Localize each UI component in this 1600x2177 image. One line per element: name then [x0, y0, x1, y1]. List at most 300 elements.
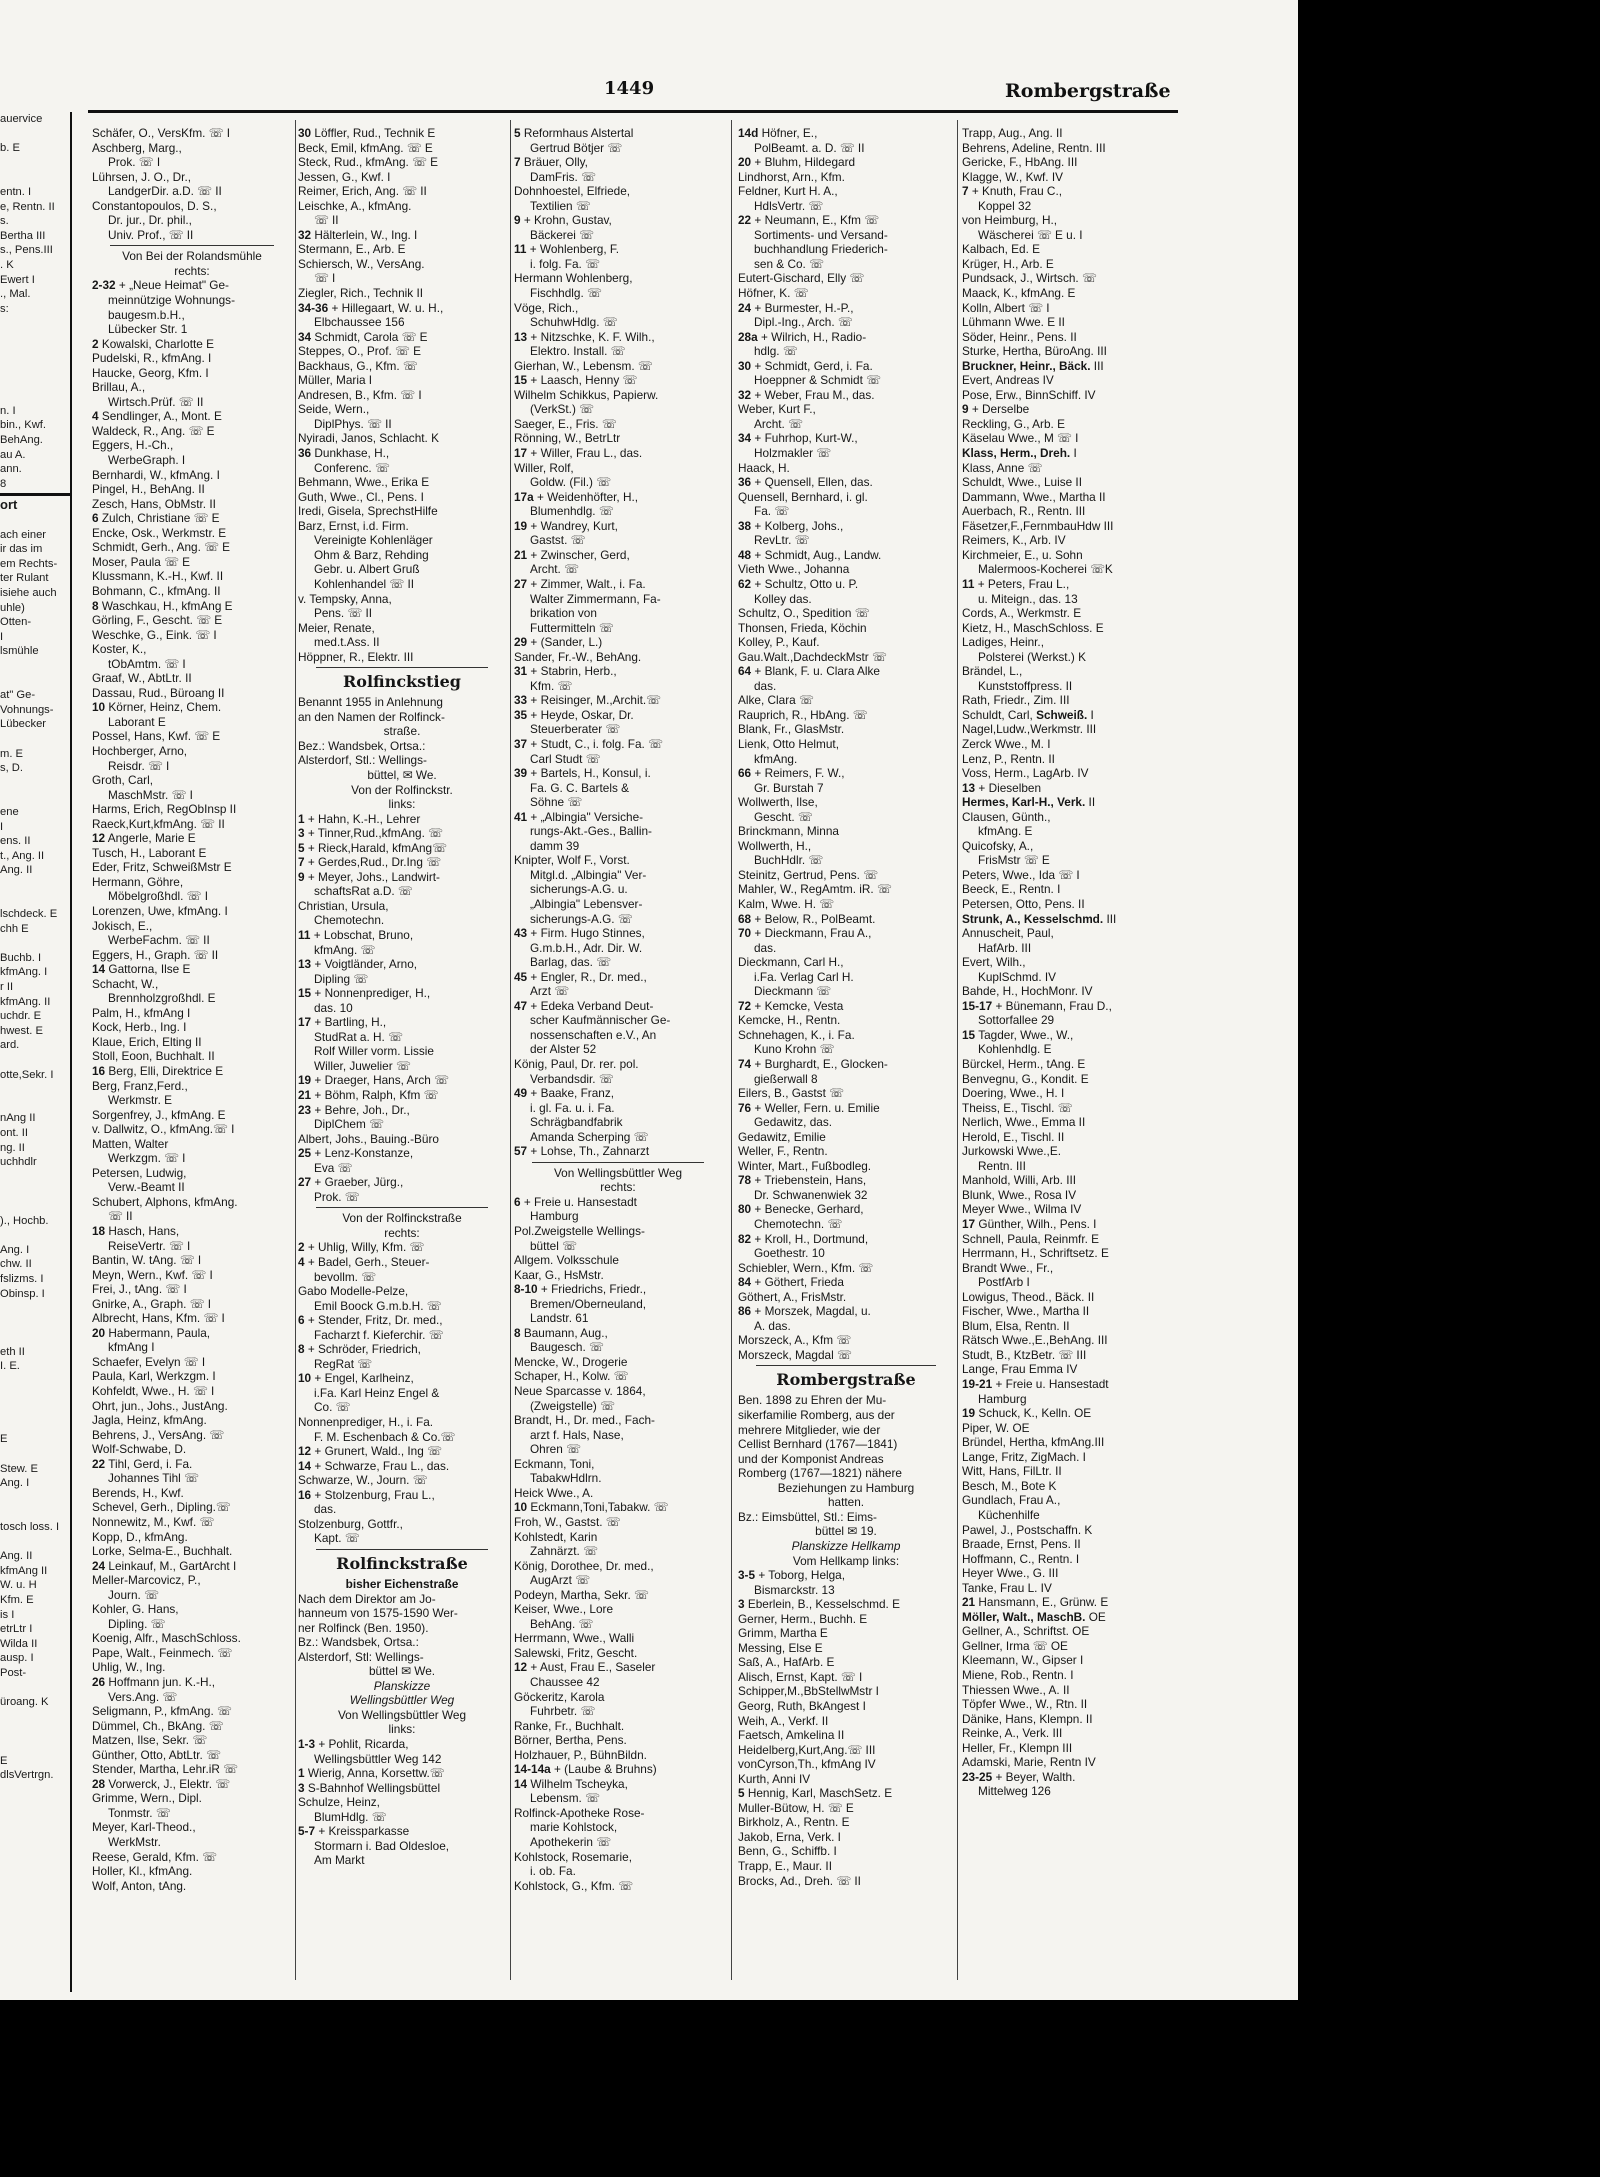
directory-line: Allgem. Volksschule: [514, 1253, 619, 1268]
directory-line: Possel, Hans, Kwf. ☏ E: [92, 729, 221, 744]
directory-line: Hamburg: [978, 1391, 1027, 1406]
directory-line: 15-17 + Bünemann, Frau D.,: [962, 998, 1112, 1013]
directory-line: Gellner, Irma ☏ OE: [962, 1638, 1068, 1653]
directory-line: Knipter, Wolf F., Vorst.: [514, 853, 630, 868]
directory-line: 45 + Engler, R., Dr. med.,: [514, 969, 647, 984]
directory-line: Stermann, E., Arb. E: [298, 242, 406, 257]
directory-line: Albert, Johs., Bauing.-Büro: [298, 1131, 439, 1146]
directory-line: Kapt. ☏: [314, 1531, 360, 1546]
directory-line: Tanke, Frau L. IV: [962, 1580, 1052, 1595]
directory-line: Berg, Franz,Ferd.,: [92, 1078, 188, 1093]
fragment-line: kfmAng. I: [0, 966, 48, 979]
directory-line: sikerfamilie Romberg, aus der: [738, 1408, 895, 1423]
directory-line: 6 + Stender, Fritz, Dr. med.,: [298, 1313, 443, 1328]
directory-line: 34 Schmidt, Carola ☏ E: [298, 329, 428, 344]
directory-line: Mitgl.d. „Albingia" Ver-: [530, 867, 647, 882]
directory-line: 12 Angerle, Marie E: [92, 831, 196, 846]
directory-line: straße.: [383, 724, 421, 739]
fragment-line: s, D.: [0, 762, 23, 775]
directory-line: sicherungs-A.G. ☏: [530, 911, 633, 926]
directory-line: Koster, K.,: [92, 642, 147, 657]
directory-line: Eilers, B., Gastst ☏: [738, 1086, 844, 1101]
directory-line: Wellingsbüttler Weg 142: [314, 1751, 442, 1766]
directory-line: Ranke, Fr., Buchhalt.: [514, 1718, 625, 1733]
directory-line: 12 + Grunert, Wald., Ing ☏: [298, 1444, 442, 1459]
directory-line: gießerwall 8: [754, 1071, 818, 1086]
fragment-line: is I: [0, 1608, 15, 1621]
directory-line: Schnehagen, K., i. Fa.: [738, 1027, 855, 1042]
directory-line: Holler, Kl., kfmAng.: [92, 1864, 193, 1879]
fragment-line: Vohnungs-: [0, 703, 54, 716]
directory-line: Wollwerth, Ilse,: [738, 795, 818, 810]
fragment-line: [0, 1491, 70, 1506]
directory-line: WerbeFachm. ☏ II: [108, 933, 210, 948]
directory-line: Raeck,Kurt,kfmAng. ☏ II: [92, 816, 225, 831]
directory-line: 23-25 + Beyer, Walth.: [962, 1769, 1076, 1784]
directory-line: büttel ✉ We.: [368, 1664, 436, 1679]
directory-line: Haucke, Georg, Kfm. I: [92, 365, 209, 380]
directory-line: 25 + Lenz-Konstanze,: [298, 1146, 414, 1161]
fragment-line: lschdeck. E: [0, 908, 58, 921]
directory-line: Petersen, Otto, Pens. II: [962, 896, 1085, 911]
directory-line: i. gl. Fa. u. i. Fa.: [530, 1100, 615, 1115]
directory-line: Pape, Walt., Feinmech. ☏: [92, 1645, 233, 1660]
fragment-line: ont. II: [0, 1126, 28, 1139]
directory-line: Kirchmeier, E., u. Sohn: [962, 547, 1083, 562]
directory-line: Manhold, Willi, Arb. III: [962, 1173, 1077, 1188]
directory-line: 27 + Zimmer, Walt., i. Fa.: [514, 576, 646, 591]
directory-line: nossenschaften e.V., An: [530, 1027, 657, 1042]
directory-line: Moser, Paula ☏ E: [92, 554, 191, 569]
fragment-line: ene: [0, 805, 19, 818]
fragment-line: fslizms. I: [0, 1272, 44, 1285]
fragment-line: [0, 776, 70, 791]
directory-line: Dümmel, Ch., BkAng. ☏: [92, 1718, 224, 1733]
directory-line: 19-21 + Freie u. Hansestadt: [962, 1377, 1109, 1392]
fragment-line: Bertha III: [0, 229, 46, 242]
directory-line: Wollwerth, H.,: [738, 838, 812, 853]
directory-line: 32 + Weber, Frau M., das.: [738, 387, 875, 402]
column-divider: [957, 120, 958, 1980]
directory-line: Kalbach, Ed. E: [962, 242, 1041, 257]
directory-line: Sander, Fr.-W., BehAng.: [514, 649, 642, 664]
directory-line: 49 + Baake, Franz,: [514, 1086, 615, 1101]
directory-line: tObAmtm. ☏ I: [108, 656, 186, 671]
directory-line: Bz.: Wandsbek, Ortsa.:: [298, 1635, 419, 1650]
directory-line: Töpfer Wwe., W., Rtn. II: [962, 1697, 1088, 1712]
directory-line: rechts:: [384, 1225, 420, 1240]
fragment-line: Otten-: [0, 616, 32, 629]
section-rule: [110, 245, 274, 246]
directory-line: 31 + Stabrin, Herb.,: [514, 664, 617, 679]
directory-line: das.: [754, 940, 777, 955]
column-3: [514, 126, 722, 1986]
directory-line: Dassau, Rud., Büroang II: [92, 685, 225, 700]
directory-line: Petersen, Ludwig,: [92, 1165, 187, 1180]
directory-line: Pose, Erw., BinnSchiff. IV: [962, 387, 1096, 402]
directory-line: rechts:: [174, 263, 210, 278]
directory-line: 19 + Draeger, Hans, Arch ☏: [298, 1073, 449, 1088]
directory-line: Bäckerei ☏: [530, 227, 594, 242]
directory-line: Höppner, R., Elektr. III: [298, 649, 414, 664]
directory-line: Kietz, H., MaschSchloss. E: [962, 620, 1104, 635]
directory-line: Reese, Gerald, Kfm. ☏: [92, 1849, 217, 1864]
directory-line: Kfm. ☏: [530, 678, 573, 693]
fragment-line: isiehe auch: [0, 587, 57, 599]
directory-line: Georg, Ruth, BkAngest I: [738, 1698, 866, 1713]
directory-line: Aschberg, Marg.,: [92, 140, 182, 155]
directory-line: Meyer, Karl-Theod.,: [92, 1820, 196, 1835]
directory-line: 21 Hansmann, E., Grünw. E: [962, 1595, 1109, 1610]
directory-line: Planskizze Hellkamp: [791, 1538, 901, 1553]
directory-line: Tusch, H., Laborant E: [92, 845, 207, 860]
directory-line: Landstr. 61: [530, 1311, 589, 1326]
directory-line: 9 + Krohn, Gustav,: [514, 213, 612, 228]
directory-line: büttel, ✉ We.: [367, 767, 437, 782]
directory-line: Gierhan, W., Lebensm. ☏: [514, 358, 653, 373]
directory-line: 10 Körner, Heinz, Chem.: [92, 700, 222, 715]
directory-line: Zesch, Hans, ObMstr. II: [92, 496, 216, 511]
directory-line: Hoeppner & Schmidt ☏: [754, 373, 881, 388]
fragment-line: em Rechts-: [0, 557, 58, 570]
directory-line: 2-32 + „Neue Heimat" Ge-: [92, 278, 229, 293]
directory-line: Bründel, Hertha, kfmAng.III: [962, 1435, 1105, 1450]
directory-line: Goethestr. 10: [754, 1246, 825, 1261]
directory-line: Gundlach, Frau A.,: [962, 1493, 1061, 1508]
fragment-line: uchhdlr: [0, 1156, 37, 1169]
directory-line: 10 + Engel, Karlheinz,: [298, 1371, 414, 1386]
directory-line: kfmAng. E: [978, 824, 1033, 839]
directory-line: Herrmann, Wwe., Walli: [514, 1631, 635, 1646]
directory-line: Barz, Ernst, i.d. Firm.: [298, 518, 409, 533]
directory-line: bevollm. ☏: [314, 1269, 376, 1284]
directory-line: Feldner, Kurt H. A.,: [738, 184, 838, 199]
directory-line: Benn, G., Schiffb. I: [738, 1844, 837, 1859]
directory-line: Schmidt, Gerh., Ang. ☏ E: [92, 540, 231, 555]
directory-line: Klagge, W., Kwf. IV: [962, 169, 1063, 184]
directory-line: Stender, Martha, Lehr.iR ☏: [92, 1762, 238, 1777]
directory-line: Herold, E., Tischl. II: [962, 1129, 1065, 1144]
directory-line: 7 Bräuer, Olly,: [514, 155, 588, 170]
directory-line: Brillau, A.,: [92, 380, 146, 395]
directory-line: Gericke, F., HbAng. III: [962, 155, 1078, 170]
directory-line: DiplChem ☏: [314, 1117, 384, 1132]
directory-line: Lebensm. ☏: [530, 1791, 600, 1806]
fragment-line: b. E: [0, 142, 20, 155]
directory-line: Willer, Juwelier ☏: [314, 1058, 411, 1073]
directory-line: Lange, Fritz, ZigMach. I: [962, 1449, 1086, 1464]
fragment-line: entn. I: [0, 185, 32, 198]
directory-line: Dipling ☏: [314, 971, 369, 986]
directory-line: das. 10: [314, 1000, 353, 1015]
directory-line: Bantin, W. tAng. ☏ I: [92, 1253, 202, 1268]
directory-line: Eggers, H.-Ch.,: [92, 438, 174, 453]
directory-line: FrisMstr ☏ E: [978, 853, 1050, 868]
directory-line: Herrmann, H., Schriftsetz. E: [962, 1246, 1109, 1261]
fragment-line: Ang. II: [0, 864, 33, 877]
directory-line: Lorenzen, Uwe, kfmAng. I: [92, 903, 228, 918]
fragment-line: ort: [0, 498, 18, 513]
fragment-line: [0, 360, 70, 375]
directory-line: Nerlich, Wwe., Emma II: [962, 1115, 1086, 1130]
fragment-line: ., Mal.: [0, 288, 31, 301]
directory-line: Vers.Ang. ☏: [108, 1689, 178, 1704]
fragment-line: uhle): [0, 601, 25, 614]
directory-line: Schuldt, Carl, Schweiß. I: [962, 707, 1094, 722]
section-rule: [756, 1365, 936, 1366]
directory-line: Dr. jur., Dr. phil.,: [108, 213, 192, 228]
directory-line: 36 Dunkhase, H.,: [298, 446, 390, 461]
directory-line: u. Miteign., das. 13: [978, 591, 1078, 606]
directory-line: BlumHdlg. ☏: [314, 1809, 387, 1824]
directory-line: Schacht, W.,: [92, 976, 159, 991]
directory-line: 13 + Dieselben: [962, 780, 1042, 795]
directory-line: Kleemann, W., Gipser I: [962, 1653, 1084, 1668]
directory-line: König, Paul, Dr. rer. pol.: [514, 1057, 639, 1071]
directory-line: Trapp, Aug., Ang. II: [962, 126, 1063, 140]
directory-line: Blumenhdlg. ☏: [530, 504, 614, 519]
directory-line: Bruckner, Heinr., Bäck. III: [962, 358, 1104, 373]
fragment-line: m. E: [0, 747, 23, 760]
directory-line: Dammann, Wwe., Martha II: [962, 489, 1106, 504]
fragment-line: [0, 1724, 70, 1739]
directory-line: Frei, J., tAng. ☏ I: [92, 1282, 187, 1297]
fragment-line: I: [0, 820, 4, 833]
directory-line: und der Komponist Andreas: [738, 1451, 884, 1466]
directory-line: Ziegler, Rich., Technik II: [298, 286, 424, 301]
fragment-line: [0, 389, 70, 404]
directory-line: 29 + (Sander, L.): [514, 635, 603, 650]
directory-line: A. das.: [754, 1318, 791, 1333]
directory-line: Jokisch, E.,: [92, 918, 153, 933]
directory-line: Doering, Wwe., H. I: [962, 1086, 1065, 1101]
fragment-line: au A.: [0, 448, 26, 461]
column-2: [298, 126, 506, 1986]
directory-line: Görling, F., Gescht. ☏ E: [92, 613, 223, 628]
directory-line: Grimm, Martha E: [738, 1626, 828, 1641]
directory-line: an den Namen der Rolfinck-: [298, 709, 445, 724]
directory-line: Göthert, A., FrisMstr.: [738, 1289, 847, 1304]
directory-line: Beeck, E., Rentn. I: [962, 882, 1061, 897]
directory-line: Müller, Maria I: [298, 373, 373, 388]
directory-line: Wolf-Schwabe, D.: [92, 1442, 187, 1457]
fragment-line: [0, 346, 70, 361]
directory-line: Vöge, Rich.,: [514, 300, 579, 315]
directory-line: links:: [388, 1722, 416, 1737]
directory-line: Harms, Erich, RegObInsp II: [92, 802, 237, 817]
directory-line: Pol.Zweigstelle Wellings-: [514, 1224, 645, 1239]
directory-line: 6 + Freie u. Hansestadt: [514, 1194, 637, 1209]
directory-line: Alsterdorf, Stl.: Wellings-: [298, 753, 427, 768]
directory-line: der Alster 52: [530, 1042, 597, 1057]
section-rule: [532, 1162, 704, 1163]
column-divider: [731, 120, 732, 1980]
directory-line: König, Dorothee, Dr. med.,: [514, 1558, 654, 1573]
fragment-line: [0, 1228, 70, 1243]
directory-line: Elbchaussee 156: [314, 315, 405, 330]
directory-line: 72 + Kemcke, Vesta: [738, 998, 844, 1013]
directory-line: Romberg (1767—1821) nähere: [738, 1466, 902, 1481]
fragment-line: I. E.: [0, 1360, 20, 1373]
column-4: [738, 126, 954, 1986]
directory-line: Käselau Wwe., M ☏ I: [962, 431, 1079, 446]
directory-line: Keiser, Wwe., Lore: [514, 1602, 614, 1617]
directory-line: Peters, Wwe., Ida ☏ I: [962, 867, 1080, 882]
directory-line: 13 + Voigtländer, Arno,: [298, 957, 418, 972]
directory-line: Quensell, Bernhard, i. gl.: [738, 489, 868, 504]
directory-line: v. Dallwitz, O., kfmAng.☏ I: [92, 1122, 235, 1137]
directory-line: Seide, Wern.,: [298, 402, 370, 417]
directory-line: Stormarn i. Bad Oldesloe,: [314, 1838, 450, 1853]
directory-line: StudRat a. H. ☏: [314, 1029, 403, 1044]
fragment-line: tosch loss. I: [0, 1521, 60, 1533]
directory-line: Blunk, Wwe., Rosa IV: [962, 1187, 1077, 1202]
directory-line: Univ. Prof., ☏ II: [108, 227, 194, 242]
directory-line: Dänike, Hans, Klempn. II: [962, 1711, 1093, 1726]
directory-line: Saeger, E., Fris. ☏: [514, 416, 617, 431]
directory-line: Studt, B., KtzBetr. ☏ III: [962, 1347, 1087, 1362]
directory-line: Werkmstr. E: [108, 1093, 173, 1108]
directory-line: WerbeGraph. I: [108, 453, 186, 468]
directory-line: 84 + Göthert, Frieda: [738, 1275, 844, 1290]
directory-line: Muller-Bütow, H. ☏ E: [738, 1800, 854, 1815]
directory-line: Groth, Carl,: [92, 773, 153, 788]
directory-line: 11 + Lobschat, Bruno,: [298, 927, 414, 942]
directory-line: Benannt 1955 in Anlehnung: [298, 695, 443, 710]
directory-line: Dr. Schwanenwiek 32: [754, 1187, 868, 1202]
directory-line: 14 Gattorna, Ilse E: [92, 962, 191, 977]
directory-line: 16 + Stolzenburg, Frau L.,: [298, 1487, 435, 1502]
directory-line: links:: [388, 797, 416, 812]
directory-line: Gerner, Herm., Buchh. E: [738, 1611, 868, 1626]
directory-line: 17 Günther, Wilh., Pens. I: [962, 1217, 1097, 1232]
fragment-line: [0, 892, 70, 907]
fragment-line: [0, 1053, 70, 1068]
directory-line: Theiss, E., Tischl. ☏: [962, 1100, 1073, 1115]
directory-line: Hermann Wohlenberg,: [514, 271, 633, 286]
directory-line: Schubert, Alphons, kfmAng.: [92, 1194, 238, 1209]
directory-line: Ohren ☏: [530, 1442, 581, 1457]
directory-line: Prok. ☏: [314, 1189, 360, 1204]
fragment-line: BehAng.: [0, 434, 43, 447]
directory-line: 2 + Uhlig, Willy, Kfm. ☏: [298, 1240, 425, 1255]
directory-line: Reimer, Erich, Ang. ☏ II: [298, 184, 427, 199]
fragment-line: [0, 732, 70, 747]
directory-line: Pudelski, R., kfmAng. I: [92, 351, 212, 366]
directory-line: 48 + Schmidt, Aug., Landw.: [738, 547, 882, 562]
fragment-line: Ang. I: [0, 1477, 30, 1490]
directory-line: Bohmann, C., kfmAng. II: [92, 583, 221, 598]
directory-line: Schnell, Paula, Reinmfr. E: [962, 1231, 1100, 1246]
directory-line: 24 + Burmester, H.-P.,: [738, 300, 854, 315]
directory-line: Dipling. ☏: [108, 1616, 166, 1631]
directory-line: HdlsVertr. ☏: [754, 198, 824, 213]
directory-line: Nonnenprediger, H., i. Fa.: [298, 1415, 434, 1430]
directory-line: 62 + Schultz, Otto u. P.: [738, 576, 859, 591]
fragment-line: [0, 790, 70, 805]
directory-line: baugesm.b.H.,: [108, 307, 185, 322]
directory-line: Morszeck, A., Kfm ☏: [738, 1333, 852, 1348]
directory-line: Stoll, Eoon, Buchhalt. II: [92, 1049, 215, 1064]
directory-line: Hochberger, Arno,: [92, 743, 188, 758]
directory-line: 76 + Weller, Fern. u. Emilie: [738, 1100, 880, 1115]
directory-line: von Heimburg, H.,: [962, 213, 1058, 228]
directory-line: Göckeritz, Karola: [514, 1689, 605, 1704]
directory-line: kfmAng I: [108, 1340, 155, 1355]
directory-line: Kohlenhandel ☏ II: [314, 576, 415, 591]
fragment-line: [0, 1389, 70, 1404]
directory-line: Jagla, Heinz, kfmAng.: [92, 1413, 207, 1428]
directory-line: Matten, Walter: [92, 1136, 169, 1151]
directory-line: Schäfer, O., VersKfm. ☏ I: [92, 126, 231, 140]
directory-line: Kohfeldt, Wwe., H. ☏ I: [92, 1384, 215, 1399]
directory-line: Gellner, A., Schriftst. OE: [962, 1624, 1090, 1639]
fragment-line: [0, 674, 70, 689]
directory-line: 19 + Wandrey, Kurt,: [514, 518, 618, 533]
directory-line: 7 + Gerdes,Rud., Dr.Ing ☏: [298, 855, 441, 870]
directory-line: Pens. ☏ II: [314, 606, 373, 621]
directory-line: 21 + Böhm, Ralph, Kfm ☏: [298, 1088, 439, 1102]
fragment-line: r II: [0, 981, 14, 994]
directory-line: Encke, Osk., Werkmstr. E: [92, 525, 227, 540]
directory-line: Gnirke, A., Graph. ☏ I: [92, 1296, 211, 1311]
directory-line: Trapp, E., Maur. II: [738, 1858, 832, 1873]
directory-line: 39 + Bartels, H., Konsul, i.: [514, 766, 651, 781]
fragment-line: ausp. I: [0, 1652, 34, 1665]
fragment-line: [0, 936, 70, 951]
directory-line: Weber, Kurt F.,: [738, 402, 816, 417]
directory-line: 9 + Derselbe: [962, 402, 1030, 417]
directory-line: 1-3 + Pohlit, Ricarda,: [298, 1736, 409, 1751]
directory-line: „Albingia" Lebensver-: [530, 896, 643, 911]
directory-line: Am Markt: [314, 1853, 365, 1868]
directory-line: Voss, Herm., LagArb. IV: [962, 766, 1089, 781]
directory-line: Kock, Herb., Ing. I: [92, 1020, 187, 1035]
directory-line: Journ. ☏: [108, 1587, 159, 1602]
fragment-line: ann.: [0, 463, 22, 476]
directory-line: Morszeck, Magdal ☏: [738, 1347, 852, 1362]
directory-line: Kolley das.: [754, 591, 812, 606]
directory-line: Lenz, P., Rentn. II: [962, 751, 1055, 766]
directory-line: Guth, Wwe., Cl., Pens. I: [298, 489, 424, 504]
fragment-line: [0, 1330, 70, 1345]
directory-line: Hamburg: [530, 1209, 579, 1224]
directory-line: Podeyn, Martha, Sekr. ☏: [514, 1587, 649, 1602]
directory-line: 35 + Heyde, Oskar, Dr.: [514, 707, 634, 722]
directory-line: Meyn, Wern., Kwf. ☏ I: [92, 1267, 213, 1282]
directory-line: bisher Eichenstraße: [345, 1576, 459, 1591]
directory-line: 4 Sendlinger, A., Mont. E: [92, 409, 222, 424]
directory-line: Koppel 32: [978, 198, 1032, 213]
directory-line: Textilien ☏: [530, 198, 591, 213]
directory-line: Clausen, Günth.,: [962, 809, 1051, 824]
directory-line: kfmAng.: [754, 751, 798, 766]
directory-line: das.: [754, 678, 777, 693]
directory-line: 20 + Bluhm, Hildegard: [738, 155, 856, 170]
directory-line: Kemcke, H., Rentn.: [738, 1013, 841, 1028]
directory-line: Brennholzgroßhdl. E: [108, 991, 216, 1006]
directory-line: 33 + Reisinger, M.,Archit.☏: [514, 693, 661, 708]
directory-line: 14 Wilhelm Tscheyka,: [514, 1776, 628, 1791]
directory-line: 1 + Hahn, K.-H., Lehrer: [298, 811, 421, 826]
fragment-line: uchdr. E: [0, 1010, 42, 1023]
directory-line: 22 + Neumann, E., Kfm ☏: [738, 213, 879, 228]
directory-line: 15 + Laasch, Henny ☏: [514, 373, 638, 388]
fragment-line: auervice: [0, 113, 43, 125]
directory-line: Piper, W. OE: [962, 1420, 1030, 1435]
directory-line: hanneum von 1575-1590 Wer-: [298, 1606, 458, 1621]
directory-line: Lange, Frau Emma IV: [962, 1362, 1078, 1377]
